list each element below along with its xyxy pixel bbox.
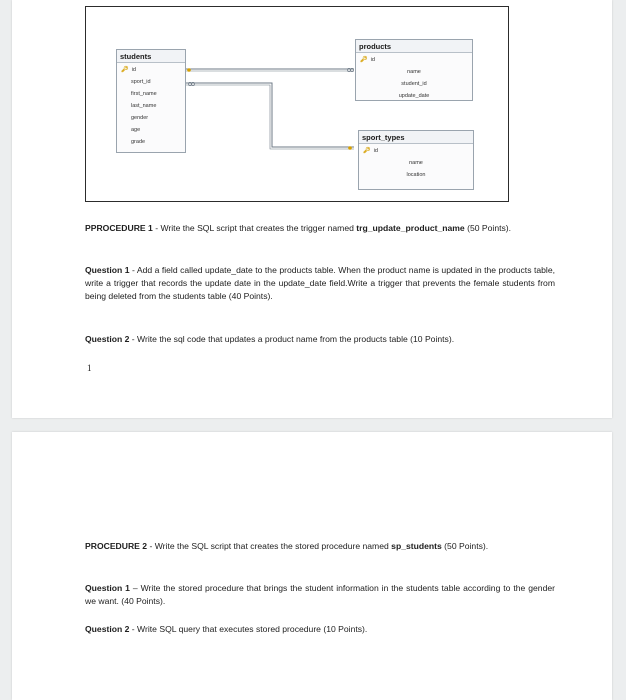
document-page-2 — [12, 432, 612, 700]
many-end-marker — [191, 82, 194, 85]
question-1-paragraph — [85, 582, 555, 608]
field: age — [131, 127, 141, 133]
many-end-marker — [188, 82, 191, 85]
field: student_id — [401, 81, 427, 87]
table-students — [116, 49, 186, 153]
question-2-paragraph — [85, 623, 555, 636]
table-title: products — [356, 40, 472, 53]
field-name: id — [373, 148, 378, 154]
procedure-points: (50 Points). — [464, 223, 512, 233]
procedure-heading: PPROCEDURE 1 — [85, 223, 153, 233]
table-title: students — [117, 50, 185, 63]
procedure-text: - Write the SQL script that creates the stored procedure named — [147, 541, 392, 551]
question-label: Question 1 — [85, 265, 130, 275]
table-sport-types — [358, 130, 474, 190]
page-number: 1 — [87, 363, 92, 373]
er-diagram — [85, 6, 509, 202]
many-end-marker — [347, 68, 350, 71]
primary-key-field — [356, 54, 472, 66]
table-title: sport_types — [359, 131, 473, 144]
primary-key-field — [359, 145, 473, 157]
field: gender — [131, 115, 149, 121]
table-products — [355, 39, 473, 101]
key-end-marker — [348, 146, 352, 150]
procedure-name: sp_students — [391, 541, 442, 551]
question-text: - Add a field called update_date to the products table. When the product name is updated in the products table, write a trigger that records the update date in the update_date field.Write a trigger that prevents the female students from being deleted from the students table (40 Points). — [85, 265, 555, 302]
question-label: Question 2 — [85, 624, 130, 634]
key-icon: 🔑︎ — [360, 57, 368, 63]
many-end-marker — [350, 68, 353, 71]
field: last_name — [131, 103, 157, 109]
key-icon: 🔑︎ — [121, 67, 129, 73]
field: grade — [131, 139, 146, 145]
trigger-name: trg_update_product_name — [356, 223, 465, 233]
field-name: id — [370, 57, 375, 63]
relation-students-sport-types — [186, 83, 354, 147]
question-label: Question 2 — [85, 334, 130, 344]
field: name — [407, 69, 421, 75]
field: location — [406, 172, 426, 178]
procedure-points: (50 Points). — [441, 541, 489, 551]
key-icon: 🔑︎ — [363, 148, 371, 154]
field: sport_id — [131, 79, 151, 85]
question-text: – Write the stored procedure that brings the student information in the students table according to the gender we want. (40 Points). — [85, 583, 555, 607]
question-text: - Write SQL query that executes stored procedure (10 Points). — [129, 624, 368, 634]
field-name: id — [131, 67, 136, 73]
field: name — [409, 160, 423, 166]
question-text: - Write the sql code that updates a product name from the products table (10 Points). — [129, 334, 455, 344]
procedure-heading: PROCEDURE 2 — [85, 541, 148, 551]
field: first_name — [131, 91, 157, 97]
procedure-2-paragraph — [85, 540, 555, 553]
primary-key-field — [117, 64, 185, 76]
field: update_date — [398, 93, 430, 99]
key-end-marker — [187, 68, 191, 72]
procedure-1-paragraph — [85, 222, 555, 235]
document-page-1 — [12, 0, 612, 418]
question-1-paragraph — [85, 264, 555, 304]
procedure-text: - Write the SQL script that creates the trigger named — [152, 223, 357, 233]
question-2-paragraph — [85, 333, 555, 346]
question-label: Question 1 — [85, 583, 130, 593]
